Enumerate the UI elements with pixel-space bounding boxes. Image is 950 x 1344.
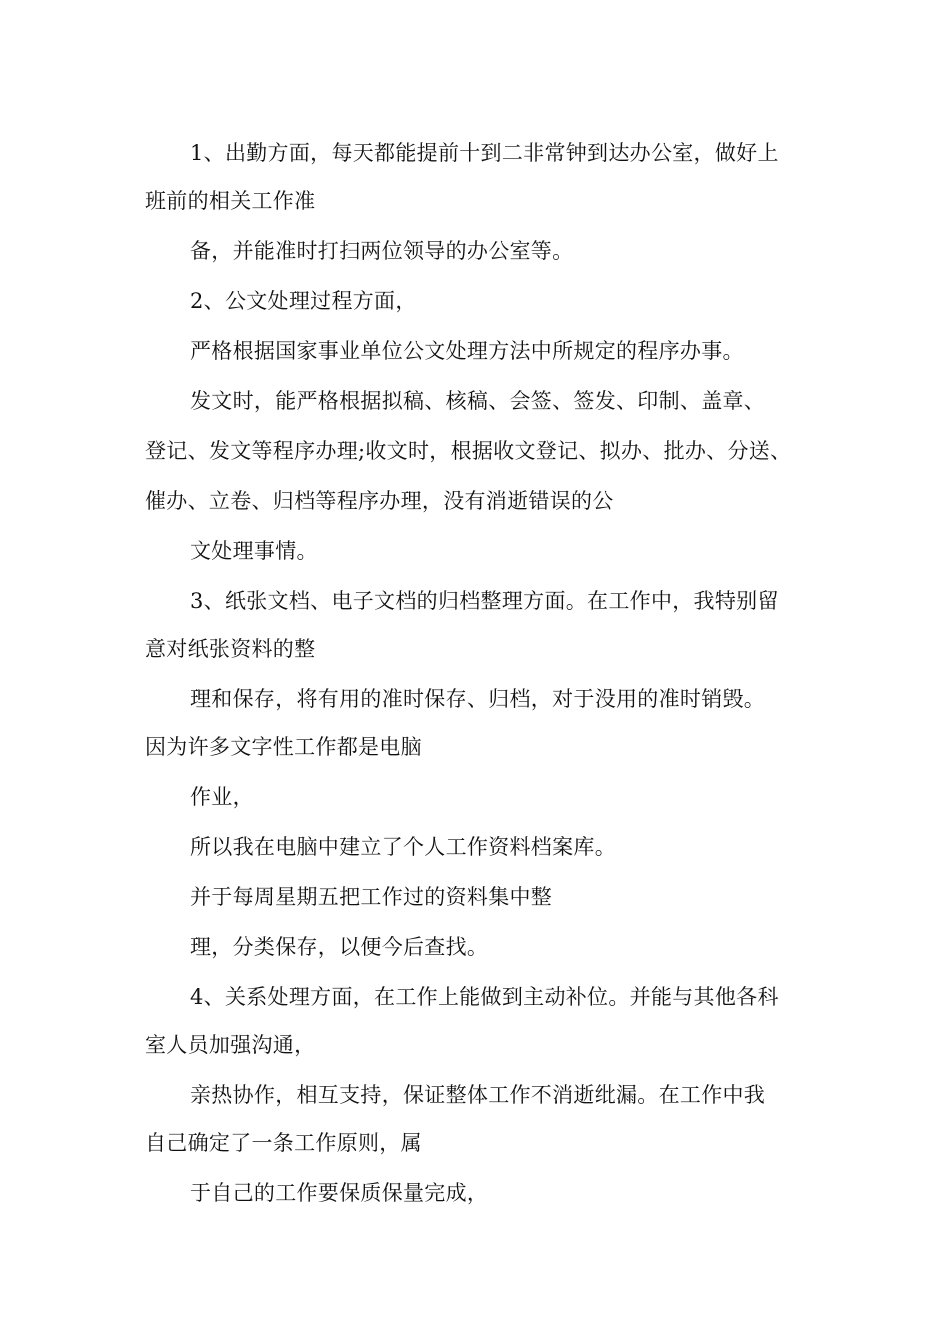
text-line: 文处理事情。 xyxy=(190,539,318,563)
text-line: 备，并能准时打扫两位领导的办公室等。 xyxy=(190,239,574,263)
text-line: 班前的相关工作准 xyxy=(145,189,316,213)
text-line: 登记、发文等程序办理;收文时，根据收文登记、拟办、批办、分送、 xyxy=(145,439,792,463)
text-line: 3、纸张文档、电子文档的归档整理方面。在工作中，我特别留 xyxy=(190,589,779,613)
text-line: 1、出勤方面，每天都能提前十到二非常钟到达办公室，做好上 xyxy=(190,141,779,165)
text-line: 并于每周星期五把工作过的资料集中整 xyxy=(190,885,553,909)
text-line: 理，分类保存，以便今后查找。 xyxy=(190,935,489,959)
text-line: 于自己的工作要保质保量完成， xyxy=(190,1181,489,1205)
text-line: 自己确定了一条工作原则，属 xyxy=(145,1131,422,1155)
text-line: 作业， xyxy=(190,785,254,809)
text-line: 催办、立卷、归档等程序办理，没有消逝错误的公 xyxy=(145,489,614,513)
text-line: 发文时，能严格根据拟稿、核稿、会签、签发、印制、盖章、 xyxy=(190,389,766,413)
text-line: 2、公文处理过程方面， xyxy=(190,289,417,313)
text-line: 室人员加强沟通， xyxy=(145,1033,316,1057)
text-line: 4、关系处理方面，在工作上能做到主动补位。并能与其他各科 xyxy=(190,985,779,1009)
text-line: 所以我在电脑中建立了个人工作资料档案库。 xyxy=(190,835,616,859)
text-line: 严格根据国家事业单位公文处理方法中所规定的程序办事。 xyxy=(190,339,744,363)
text-line: 亲热协作，相互支持，保证整体工作不消逝纰漏。在工作中我 xyxy=(190,1083,766,1107)
text-line: 因为许多文字性工作都是电脑 xyxy=(145,735,422,759)
text-line: 意对纸张资料的整 xyxy=(145,637,316,661)
text-line: 理和保存，将有用的准时保存、归档，对于没用的准时销毁。 xyxy=(190,687,766,711)
